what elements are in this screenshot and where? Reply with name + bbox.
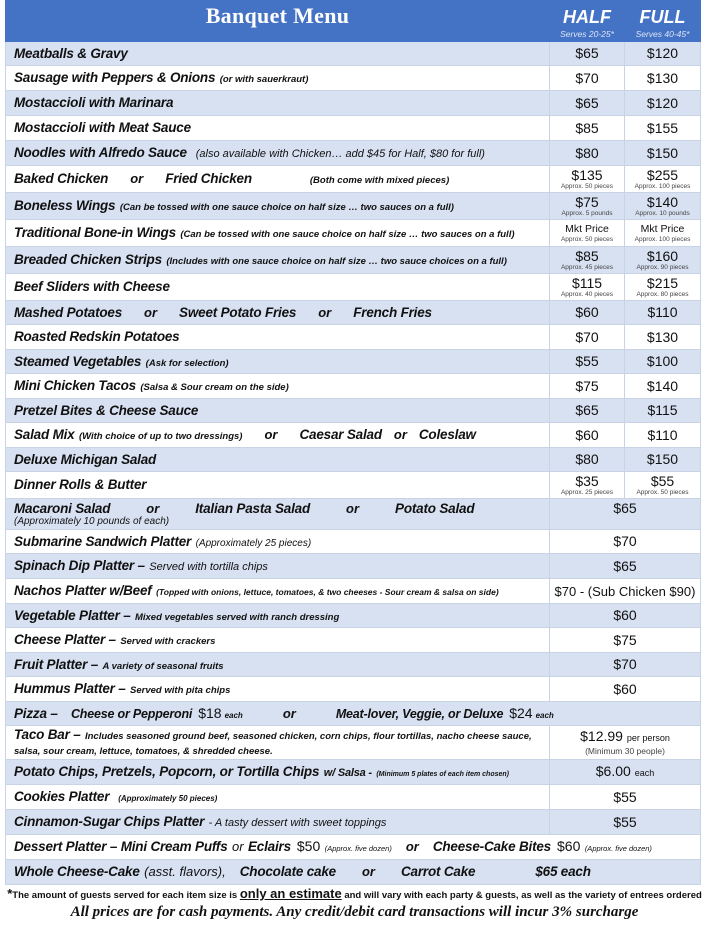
- menu-row: Taco Bar – Includes seasoned ground beef, seasoned chicken, corn chips, flour tortillas, nacho cheese sauce, salsa, sour cream, lettuce, tomatoes, & shredded cheese. $12.99 per person (Minimum 30 people): [6, 726, 701, 760]
- menu-row: Fruit Platter – A variety of seasonal fruits $70: [6, 653, 701, 677]
- menu-row: Macaroni Salad or Italian Pasta Salad or Potato Salad (Approximately 10 pounds of each) $65: [6, 499, 701, 530]
- menu-row: Boneless Wings (Can be tossed with one sauce choice on half size … two sauces on a full) $75 Approx. 5 pounds $140 Approx. 10 pounds: [6, 193, 701, 220]
- banquet-menu-table: [5, 0, 701, 885]
- menu-row: Whole Cheese-Cake (asst. flavors), Chocolate cake or Carrot Cake $65 each: [6, 860, 701, 885]
- menu-row: Baked Chicken or Fried Chicken (Both come with mixed pieces) $135 Approx. 50 pieces $255 Approx. 100 pieces: [6, 166, 701, 193]
- cash-payment-note: All prices are for cash payments. Any credit/debit card transactions will incur 3% surcharge: [70, 904, 639, 920]
- menu-row: Pizza – Cheese or Pepperoni $18 each or Meat-lover, Veggie, or Deluxe $24 each: [6, 702, 701, 726]
- page-title: Banquet Menu: [6, 1, 550, 42]
- menu-row: Cookies Platter (Approximately 50 pieces) $55: [6, 785, 701, 810]
- menu-row: Cheese Platter – Served with crackers $75: [6, 628, 701, 653]
- menu-row: Sausage with Peppers & Onions (or with sauerkraut) $70 $130: [6, 66, 701, 91]
- menu-row: Vegetable Platter – Mixed vegetables served with ranch dressing $60: [6, 604, 701, 628]
- menu-row: Potato Chips, Pretzels, Popcorn, or Tortilla Chips w/ Salsa - (Minimum 5 plates of each item chosen) $6.00 each: [6, 760, 701, 785]
- menu-row: Salad Mix (With choice of up to two dressings) or Caesar Salad or Coleslaw $60 $110: [6, 423, 701, 448]
- menu-row: Breaded Chicken Strips (Includes with one sauce choice on half size … two sauce choices on a full) $85 Approx. 45 pieces $160 Approx. 90 pieces: [6, 247, 701, 274]
- menu-row: Meatballs & Gravy $65 $120: [6, 42, 701, 66]
- menu-row: Traditional Bone-in Wings (Can be tossed with one sauce choice on half size … two sauces on a full) Mkt Price Approx. 50 pieces Mkt Price Approx. 100 pieces: [6, 220, 701, 247]
- menu-row: Noodles with Alfredo Sauce (also available with Chicken… add $45 for Half, $80 for full) $80 $150: [6, 141, 701, 166]
- full-column-header: FULL Serves 40-45*: [625, 1, 701, 42]
- menu-row: Dessert Platter – Mini Cream Puffs or Eclairs $50 (Approx. five dozen) or Cheese-Cake Bites $60 (Approx. five dozen): [6, 835, 701, 860]
- menu-row: Mostaccioli with Meat Sauce $85 $155: [6, 116, 701, 141]
- menu-row: Mini Chicken Tacos (Salsa & Sour cream on the side) $75 $140: [6, 374, 701, 399]
- menu-row: Steamed Vegetables (Ask for selection) $55 $100: [6, 350, 701, 374]
- menu-row: Submarine Sandwich Platter (Approximately 25 pieces) $70: [6, 530, 701, 554]
- header-row: [6, 1, 701, 42]
- menu-row: Mashed Potatoes or Sweet Potato Fries or French Fries $60 $110: [6, 301, 701, 325]
- menu-row: Cinnamon-Sugar Chips Platter - A tasty dessert with sweet toppings $55: [6, 810, 701, 835]
- menu-row: Dinner Rolls & Butter $35 Approx. 25 pieces $55 Approx. 50 pieces: [6, 472, 701, 499]
- menu-row: Nachos Platter w/Beef (Topped with onions, lettuce, tomatoes, & two cheeses - Sour cream & salsa on side) $70 - (Sub Chicken $90): [6, 579, 701, 604]
- menu-row: Deluxe Michigan Salad $80 $150: [6, 448, 701, 472]
- menu-row: Hummus Platter – Served with pita chips $60: [6, 677, 701, 702]
- menu-row: Roasted Redskin Potatoes $70 $130: [6, 325, 701, 350]
- menu-row: Mostaccioli with Marinara $65 $120: [6, 91, 701, 116]
- menu-row: Spinach Dip Platter – Served with tortilla chips $65: [6, 554, 701, 579]
- estimate-footnote: *The amount of guests served for each item size is only an estimate and will vary with each party & guests, as well as the variety of entrees ordered: [7, 886, 702, 901]
- menu-row: Pretzel Bites & Cheese Sauce $65 $115: [6, 399, 701, 423]
- menu-row: Beef Sliders with Cheese $115 Approx. 40 pieces $215 Approx. 80 pieces: [6, 274, 701, 301]
- half-column-header: HALF Serves 20-25*: [550, 1, 625, 42]
